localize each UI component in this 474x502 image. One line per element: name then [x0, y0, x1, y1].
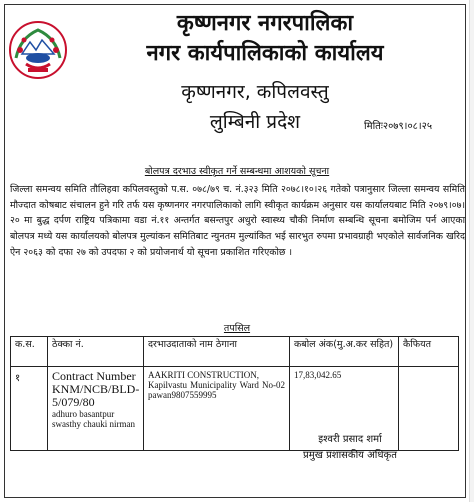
notice-body: जिल्ला समन्वय समिति तौलिहवा कपिलवस्तुको प.स. ०७८/७९ च. नं.३२३ मिति २०७८।१०।२६ गतेको पत्रानुसार जिल्ला समन्वय समिति मौज्दात कोषबाट संचालन हुने गरि तर्फ यस कृष्णनगर नगरपालिकाको लागि स्वीकृत कार्यक्रम अनुसार यस कार्यालयबाट मिति २०७९।०७।२० मा बुद्ध दर्पण राष्ट्रिय पत्रिकामा वडा नं.११ अन्तर्गत बसन्तपुर अधुरो स्वास्थ्य चौकी निर्माण सम्बन्धि सूचना बमोजिम पर्न आएका बोलपत्र मध्ये यस कार्यालयको बोलपत्र मुल्यांकन समितिबाट न्युनतम मुल्यांकित भई सारभुत रुपमा प्रभावग्राही भएकोले सार्वजनिक खरिद ऐन २०६३ को दफा २७ को उपदफा २ को प्रयोजनार्थ यो सूचना प्रकाशित गरिएकोछ ।: [10, 184, 465, 258]
bidder-name: AAKRITI CONSTRUCTION,: [148, 370, 259, 380]
column-header-remarks: कैफियत: [399, 337, 459, 367]
bidder-address: Kapilvastu Municipality Ward No-02 pawan9807559995: [148, 380, 285, 400]
office-name: नगर कार्यपालिकाको कार्यालय: [146, 40, 384, 66]
cell-bidder: [144, 367, 290, 451]
scroll-edge: [469, 0, 474, 502]
table-header-row: [11, 337, 459, 367]
column-header-amount: कबोल अंक(मु.अ.कर सहित): [290, 337, 399, 367]
notice-date: मितिः२०७९।०८।२५: [364, 121, 433, 132]
cell-amount: 17,83,042.65: [290, 367, 399, 451]
column-header-bidder: दरभाउदाताको नाम ठेगाना: [144, 337, 290, 367]
contract-number: Contract Number KNM/NCB/BLD-5/079/80: [52, 369, 140, 409]
signatory-name: इश्वरी प्रसाद शर्मा: [318, 434, 382, 445]
cell-contract: [48, 367, 144, 451]
contract-work: adhuro basantpur swasthy chauki nirman: [52, 409, 135, 429]
signatory-title: प्रमुख प्रशासकीय अधिकृत: [303, 450, 397, 461]
schedule-heading: तपसिल: [223, 323, 251, 334]
notice-title: बोलपत्र दरभाउ स्वीकृत गर्ने सम्बन्धमा आशयको सूचना: [144, 166, 330, 177]
nepal-emblem-icon: [8, 20, 68, 80]
column-header-sn: क.स.: [11, 337, 48, 367]
province-name: लुम्बिनी प्रदेश: [209, 111, 301, 133]
org-name: कृष्णनगर नगरपालिका: [176, 10, 354, 36]
cell-sn: १: [11, 367, 48, 451]
column-header-contract-no: ठेक्का नं.: [48, 337, 144, 367]
office-address: कृष्णनगर, कपिलवस्तु: [181, 81, 329, 103]
